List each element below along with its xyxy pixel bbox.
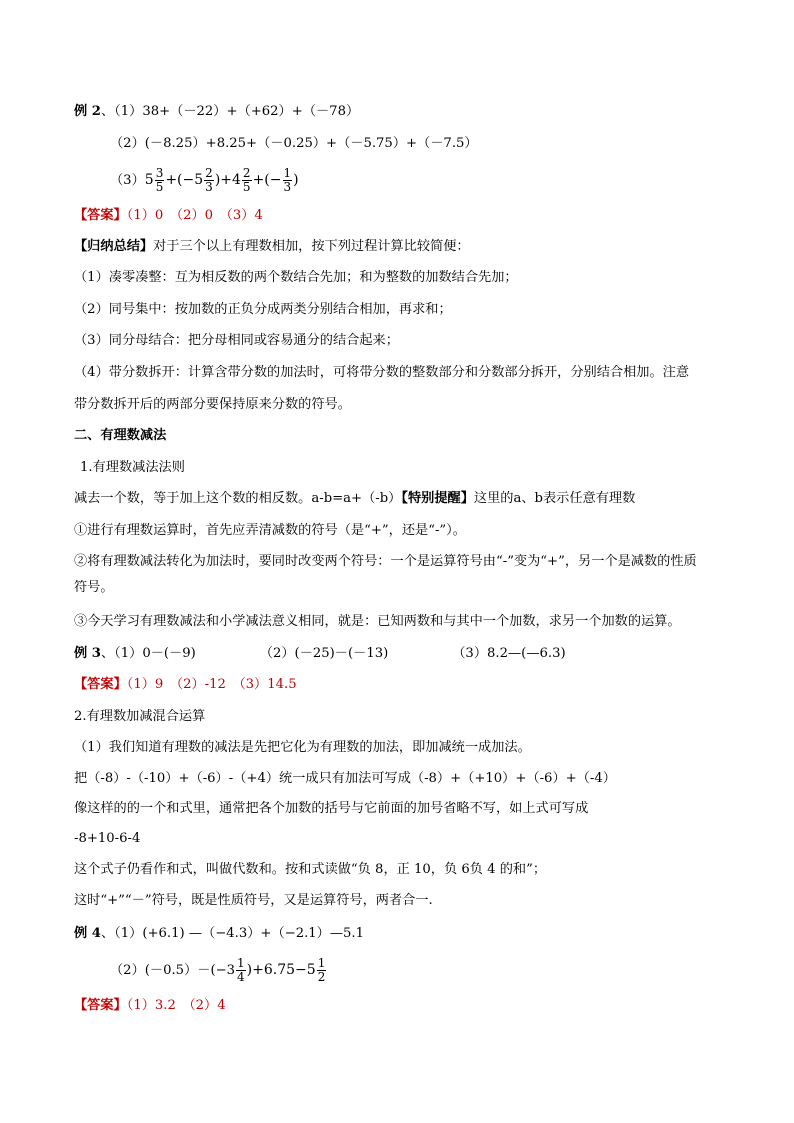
paragraph: 这时“+”“－”符号，既是性质符号，又是运算符号，两者合一.: [74, 893, 433, 908]
point-2: ②将有理数减法转化为加法时，要同时改变两个符号：一个是运算符号由“-”变为“+”，另一个是减数的性质: [74, 554, 697, 569]
subsection-title: 1.有理数减法法则: [80, 460, 185, 475]
point-2-cont: 符号。: [74, 580, 114, 595]
summary-item: （1）凑零凑整：互为相反数的两个数结合先加；和为整数的加数结合先加；: [74, 270, 518, 285]
summary-item: （2）同号集中：按加数的正负分成两类分别结合相加，再求和；: [74, 302, 452, 317]
example2-label: 例 2: [74, 104, 101, 119]
summary-item: 带分数拆开后的两部分要保持原来分数的符号。: [74, 397, 351, 412]
example2-answer: 【答案】（1）0 （2）0 （3）4: [74, 208, 263, 223]
example3-answer: 【答案】（1）9 （2）-12 （3）14.5: [74, 677, 297, 692]
example2-q2: （2）(－8.25）+8.25+（－0.25）+（－5.75）+（－7.5）: [110, 136, 478, 151]
example4-q2: （2）(－0.5）－(−3 $\frac{1}{4}$ )+6.75−5 $\frac{1}{2}$: [110, 956, 326, 984]
example2-q3: （3）5 $\frac{3}{5}$ +(−5 $\frac{2}{3}$ )+4 $\frac{2}{5}$ +(− $\frac{1}{3}$ ): [110, 166, 299, 194]
summary-label: 【归纳总结】: [74, 239, 154, 254]
fraction: $\frac{2}{3}$: [205, 166, 213, 194]
example4-q1: 例 4、（1）(+6.1) —（−4.3）+（−2.1）—5.1: [74, 926, 365, 941]
summary-intro: 【归纳总结】对于三个以上有理数相加，按下列过程计算比较简便：: [74, 239, 470, 254]
summary-item: （4）带分数拆开：计算含带分数的加法时，可将带分数的整数部分和分数部分拆开，分别结合相加。注意: [74, 365, 690, 380]
example3-questions: 例 3、（1）0－(－9) （2）(－25)－(－13) （3）8.2—(—6.3): [74, 646, 566, 661]
section-title: 二、有理数减法: [74, 428, 167, 443]
example2-q1: 例 2、（1）38+（－22）+（+62）+（－78）: [74, 104, 360, 119]
point-3: ③今天学习有理数减法和小学减法意义相同，就是：已知两数和与其中一个加数，求另一个加数的运算。: [74, 614, 681, 629]
fraction: $\frac{2}{5}$: [242, 166, 251, 194]
example4-answer: 【答案】（1）3.2 （2）4: [74, 998, 226, 1013]
fraction: $\frac{1}{4}$: [237, 956, 245, 984]
fraction: $\frac{3}{5}$: [155, 166, 164, 194]
subsection-title: 2.有理数加减混合运算: [74, 709, 206, 724]
paragraph: -8+10-6-4: [74, 831, 141, 846]
example3-label: 例 3: [74, 646, 101, 661]
example4-label: 例 4: [74, 926, 101, 941]
subtraction-rule: 减去一个数，等于加上这个数的相反数。a-b=a+（-b）【特别提醒】这里的a、b表示任意有理数: [74, 491, 636, 506]
reminder-label: 【特别提醒】: [401, 491, 474, 506]
fraction: $\frac{1}{2}$: [317, 956, 326, 984]
paragraph: （1）我们知道有理数的减法是先把它化为有理数的加法，即加减统一成加法。: [74, 740, 531, 755]
paragraph: 把（-8）-（-10）+（-6）-（+4）统一成只有加法可写成（-8）+（+10）+（-6）+（-4）: [74, 771, 616, 786]
summary-item: （3）同分母结合：把分母相同或容易通分的结合起来；: [74, 333, 399, 348]
paragraph: 像这样的的一个和式里，通常把各个加数的括号与它前面的加号省略不写，如上式可写成: [74, 801, 589, 816]
point-1: ①进行有理数运算时，首先应弄清减数的符号（是“+”，还是“-”）。: [74, 523, 466, 538]
fraction: $\frac{1}{3}$: [283, 166, 292, 194]
paragraph: 这个式子仍看作和式，叫做代数和。按和式读做“负 8，正 10，负 6负 4 的和”；: [74, 862, 547, 877]
